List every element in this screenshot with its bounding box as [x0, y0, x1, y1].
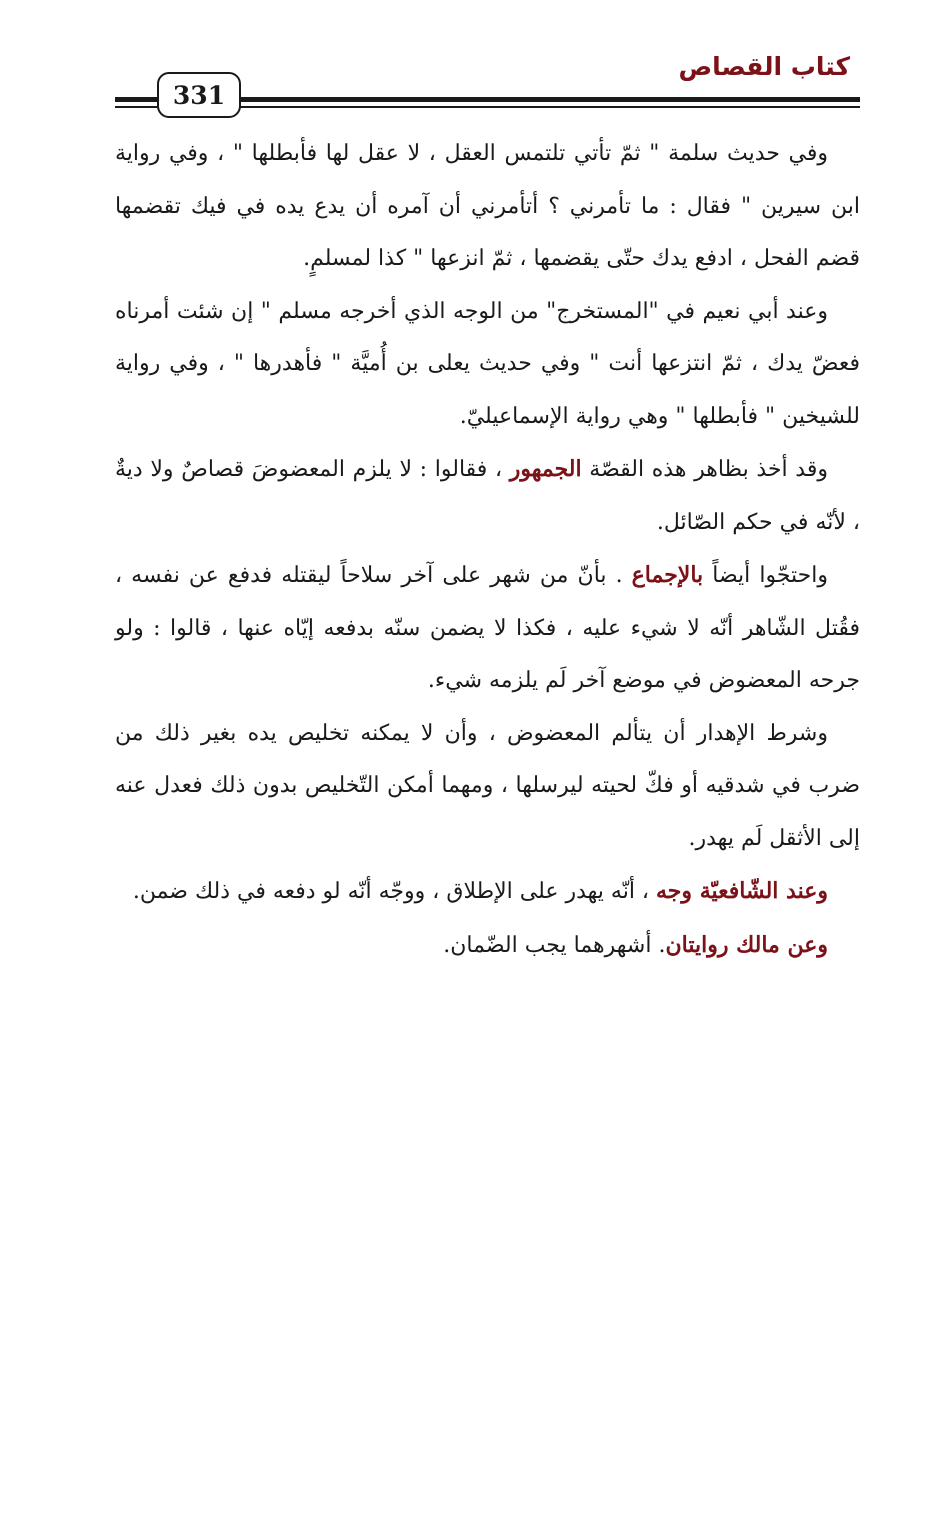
paragraph-2 [115, 286, 860, 444]
paragraph-1 [115, 128, 860, 286]
highlighted-term: الجمهور [509, 456, 582, 482]
paragraph-text-after: ، فقالوا : لا يلزم المعضوضَ قصاصٌ ولا ديةٌ ، لأنّه في حكم الصّائل. [115, 457, 860, 535]
paragraph-text: وفي حديث سلمة " ثمّ تأتي تلتمس العقل ، لا عقل لها فأبطلها " ، وفي رواية ابن سيرين " فقال : ما تأمرني ؟ أتأمرني أن آمره أن يدع يده في فيك تقضمها قضم الفحل ، ادفع يدك حتّى يقضمها ، ثمّ انزعها " كذا لمسلمٍ. [115, 141, 860, 271]
paragraph-text-after: . أشهرهما يجب الضّمان. [443, 932, 666, 958]
paragraph-6 [115, 865, 860, 919]
paragraph-7 [115, 919, 860, 973]
page-number: 331 [157, 72, 241, 118]
paragraph-3 [115, 443, 860, 549]
paragraph-text: وشرط الإهدار أن يتألم المعضوض ، وأن لا يمكنه تخليص يده بغير ذلك من ضرب في شدقيه أو فكّ لحيته ليرسلها ، ومهما أمكن التّخليص بدون ذلك فعدل عنه إلى الأثقل لَم يهدر. [115, 720, 860, 851]
page-header [0, 0, 945, 130]
paragraph-text-after: . بأنّ من شهر على آخر سلاحاً ليقتله فدفع عن نفسه ، فقُتل الشّاهر أنّه لا شيء عليه ، فكذا لا يضمن سنّه بدفعه إيّاه عنها ، قالوا : ولو جرحه المعضوض في موضع آخر لَم يلزمه شيء. [115, 563, 860, 693]
paragraph-text-after: ، أنّه يهدر على الإطلاق ، ووجّه أنّه لو دفعه في ذلك ضمن. [132, 879, 657, 904]
paragraph-5 [115, 708, 860, 866]
paragraph-text-before: وقد أخذ بظاهر هذه القصّة [581, 457, 828, 482]
paragraph-text-before: واحتجّوا أيضاً [703, 563, 828, 588]
highlighted-term: وعند الشّافعيّة وجه [656, 878, 828, 904]
highlighted-term: وعن مالك روايتان [665, 931, 828, 958]
paragraph-4 [115, 549, 860, 708]
paragraph-text: وعند أبي نعيم في "المستخرج" من الوجه الذي أخرجه مسلم " إن شئت أمرناه فعضّ يدك ، ثمّ انتزعها أنت " وفي حديث يعلى بن أُميَّة " فأهدرها " ، وفي رواية للشيخين " فأبطلها " وهي رواية الإسماعيليّ. [115, 298, 860, 429]
chapter-title: كتاب القصاص [678, 52, 850, 81]
highlighted-term: بالإجماع [631, 562, 704, 588]
page-body [115, 128, 860, 972]
